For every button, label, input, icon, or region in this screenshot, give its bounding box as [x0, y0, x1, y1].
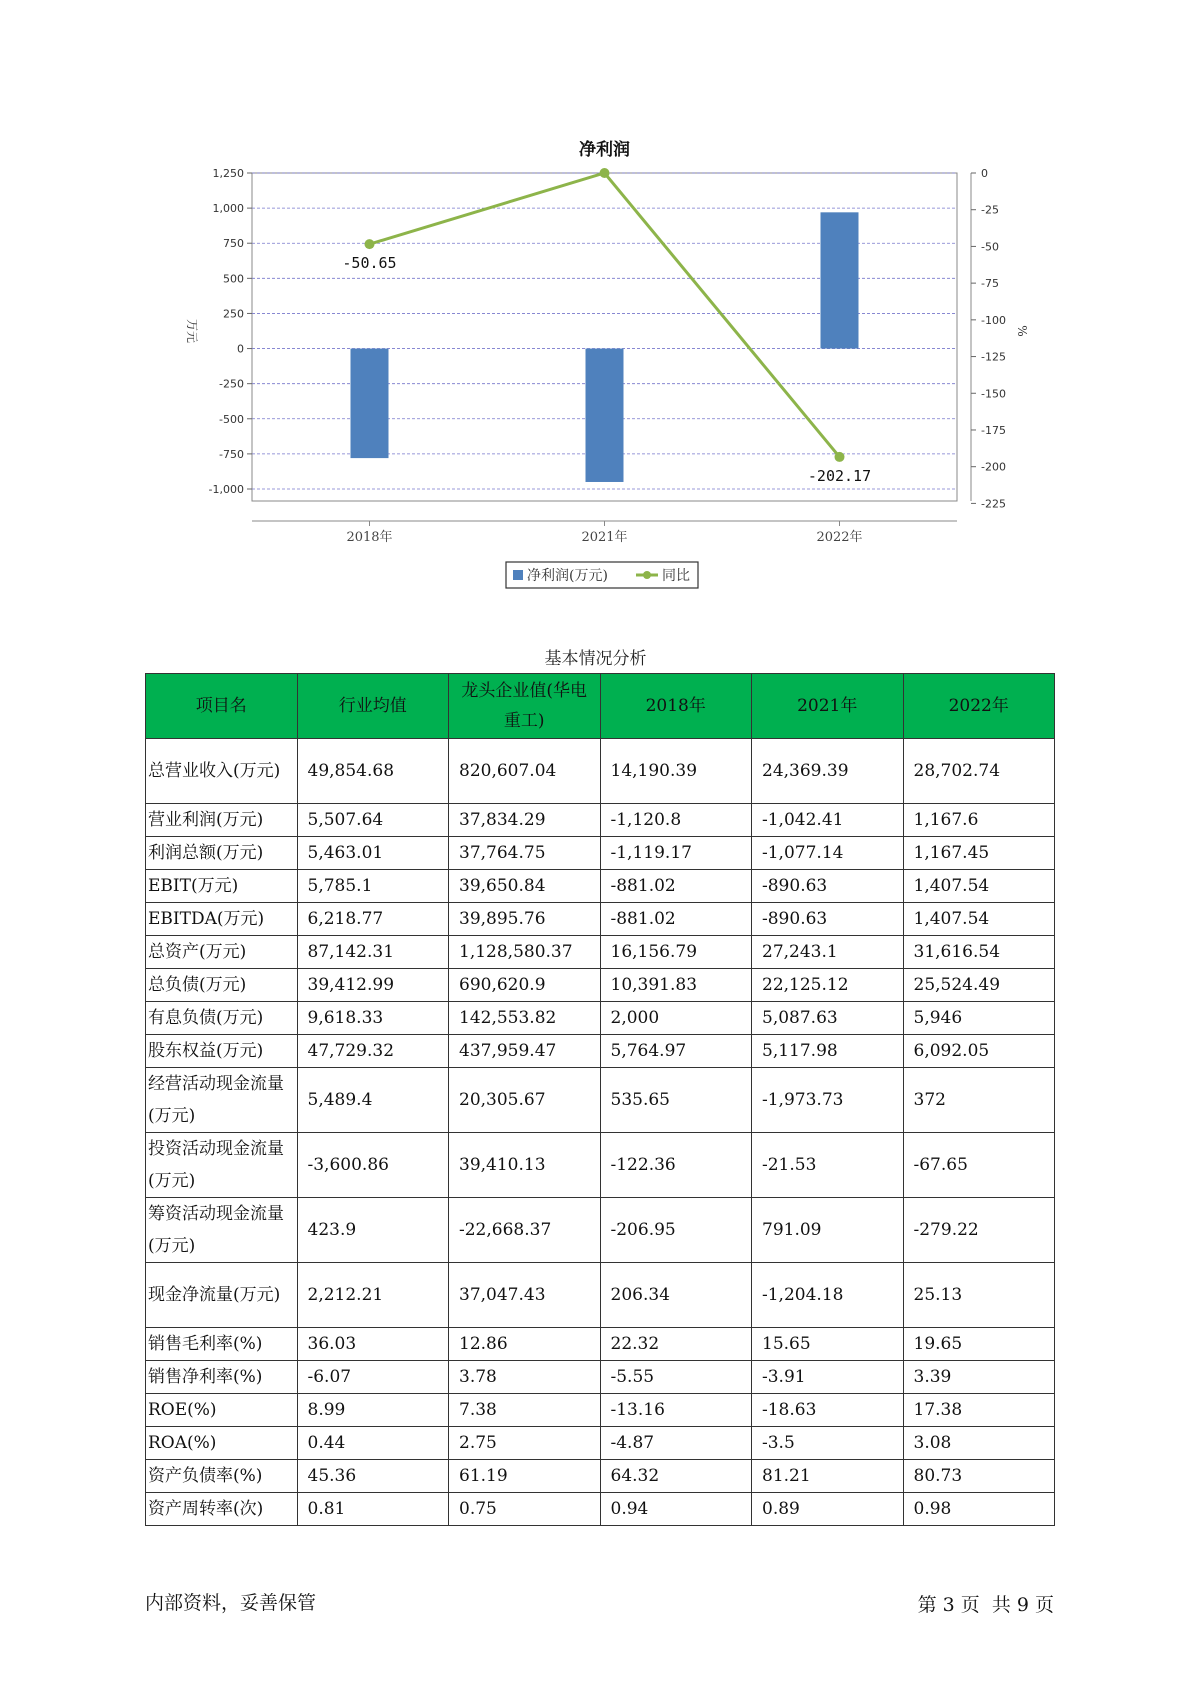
table-cell: 1,128,580.37: [449, 936, 601, 969]
table-cell: 2,000: [600, 1002, 752, 1035]
bar-net-profit: [821, 212, 859, 348]
table-cell: 372: [903, 1068, 1055, 1133]
table-cell: 12.86: [449, 1328, 601, 1361]
bar-net-profit: [351, 349, 389, 459]
table-row: [146, 1198, 1055, 1263]
y-tick-label: -750: [219, 447, 244, 461]
basic-analysis-table: [145, 673, 1055, 1526]
table-cell: 24,369.39: [752, 739, 904, 804]
table-cell: 1,407.54: [903, 903, 1055, 936]
table-row: [146, 1361, 1055, 1394]
row-label: 销售毛利率(%): [146, 1328, 298, 1361]
table-cell: -22,668.37: [449, 1198, 601, 1263]
y-tick-label: -1,000: [208, 483, 244, 496]
legend-line-label: 同比: [662, 568, 690, 584]
row-label: 总资产(万元): [146, 936, 298, 969]
table-cell: -18.63: [752, 1394, 904, 1427]
table-cell: 3.08: [903, 1427, 1055, 1460]
table-cell: 5,507.64: [297, 804, 449, 837]
data-label: -202.17: [807, 466, 872, 485]
table-cell: 9,618.33: [297, 1002, 449, 1035]
table-cell: -890.63: [752, 870, 904, 903]
table-row: [146, 1427, 1055, 1460]
row-label: 股东权益(万元): [146, 1035, 298, 1068]
table-cell: 25,524.49: [903, 969, 1055, 1002]
y2-tick-label: -225: [981, 497, 1006, 511]
table-cell: 28,702.74: [903, 739, 1055, 804]
table-cell: 820,607.04: [449, 739, 601, 804]
line-point-yoy: [600, 168, 610, 178]
table-cell: 142,553.82: [449, 1002, 601, 1035]
table-cell: -67.65: [903, 1133, 1055, 1198]
table-cell: 0.89: [752, 1493, 904, 1526]
table-cell: 87,142.31: [297, 936, 449, 969]
table-row: [146, 1002, 1055, 1035]
table-cell: 3.78: [449, 1361, 601, 1394]
table-cell: -881.02: [600, 870, 752, 903]
table-cell: 39,410.13: [449, 1133, 601, 1198]
x-tick-label: 2022年: [816, 530, 863, 545]
row-label: EBITDA(万元): [146, 903, 298, 936]
table-cell: -206.95: [600, 1198, 752, 1263]
table-cell: 1,167.45: [903, 837, 1055, 870]
table-cell: -1,120.8: [600, 804, 752, 837]
table-row: [146, 1328, 1055, 1361]
row-label: 资产负债率(%): [146, 1460, 298, 1493]
table-cell: 1,167.6: [903, 804, 1055, 837]
table-cell: 10,391.83: [600, 969, 752, 1002]
table-cell: 22.32: [600, 1328, 752, 1361]
legend-line-marker: [643, 571, 651, 579]
y-tick-label: 500: [223, 272, 244, 286]
table-cell: 61.19: [449, 1460, 601, 1493]
table-cell: 7.38: [449, 1394, 601, 1427]
y-tick-label: -250: [219, 377, 244, 391]
y2-tick-label: -25: [981, 203, 999, 217]
table-cell: 47,729.32: [297, 1035, 449, 1068]
net-profit-chart: [160, 135, 1040, 595]
table-cell: -890.63: [752, 903, 904, 936]
table-cell: 2,212.21: [297, 1263, 449, 1328]
y-tick-label: 750: [223, 237, 244, 251]
header-2021: 2021年: [752, 674, 904, 739]
y2-tick-label: 0: [981, 167, 988, 180]
table-cell: -279.22: [903, 1198, 1055, 1263]
table-cell: -5.55: [600, 1361, 752, 1394]
row-label: 经营活动现金流量(万元): [146, 1068, 298, 1133]
row-label: 投资活动现金流量(万元): [146, 1133, 298, 1198]
table-cell: 45.36: [297, 1460, 449, 1493]
table-cell: 49,854.68: [297, 739, 449, 804]
header-2022: 2022年: [903, 674, 1055, 739]
table-cell: -3.91: [752, 1361, 904, 1394]
table-cell: 8.99: [297, 1394, 449, 1427]
y-tick-label: 0: [237, 342, 244, 356]
y-tick-label: -500: [219, 412, 244, 426]
table-cell: 64.32: [600, 1460, 752, 1493]
table-cell: 27,243.1: [752, 936, 904, 969]
table-cell: 423.9: [297, 1198, 449, 1263]
y-tick-label: 1,250: [212, 167, 244, 180]
table-cell: 39,895.76: [449, 903, 601, 936]
table-row: [146, 1460, 1055, 1493]
row-label: 总营业收入(万元): [146, 739, 298, 804]
header-industry-avg: 行业均值: [297, 674, 449, 739]
x-tick-label: 2021年: [581, 530, 628, 545]
table-cell: 25.13: [903, 1263, 1055, 1328]
table-cell: 5,463.01: [297, 837, 449, 870]
table-cell: 690,620.9: [449, 969, 601, 1002]
table-cell: 39,650.84: [449, 870, 601, 903]
footer-page-number: 第 3 页 共 9 页: [917, 1594, 1054, 1616]
table-title: 基本情况分析: [544, 649, 647, 669]
row-label: 销售净利率(%): [146, 1361, 298, 1394]
table-row: [146, 1263, 1055, 1328]
row-label: 营业利润(万元): [146, 804, 298, 837]
table-cell: 39,412.99: [297, 969, 449, 1002]
table-cell: 0.81: [297, 1493, 449, 1526]
table-cell: -3.5: [752, 1427, 904, 1460]
table-cell: 0.44: [297, 1427, 449, 1460]
y-axis-label: 万元: [185, 318, 199, 344]
chart-svg: [160, 135, 1040, 595]
table-cell: 535.65: [600, 1068, 752, 1133]
y2-tick-label: -50: [981, 240, 999, 254]
table-cell: 19.65: [903, 1328, 1055, 1361]
table-cell: -13.16: [600, 1394, 752, 1427]
table-row: [146, 1068, 1055, 1133]
table-cell: 5,087.63: [752, 1002, 904, 1035]
table-cell: 15.65: [752, 1328, 904, 1361]
row-label: 总负债(万元): [146, 969, 298, 1002]
row-label: 有息负债(万元): [146, 1002, 298, 1035]
table-cell: 5,489.4: [297, 1068, 449, 1133]
table-cell: 36.03: [297, 1328, 449, 1361]
table-cell: 37,764.75: [449, 837, 601, 870]
table-cell: 37,834.29: [449, 804, 601, 837]
table-cell: 0.98: [903, 1493, 1055, 1526]
table-row: [146, 837, 1055, 870]
table-cell: 80.73: [903, 1460, 1055, 1493]
table-row: [146, 804, 1055, 837]
y2-tick-label: -125: [981, 350, 1006, 364]
row-label: ROA(%): [146, 1427, 298, 1460]
row-label: 资产周转率(次): [146, 1493, 298, 1526]
table-cell: 6,218.77: [297, 903, 449, 936]
y2-axis-label: %: [1015, 325, 1029, 337]
row-label: 筹资活动现金流量(万元): [146, 1198, 298, 1263]
table-cell: -1,119.17: [600, 837, 752, 870]
table-row: [146, 969, 1055, 1002]
legend-bar-label: 净利润(万元): [527, 568, 608, 584]
y-tick-label: 1,000: [212, 202, 244, 216]
row-label: EBIT(万元): [146, 870, 298, 903]
table-cell: 5,785.1: [297, 870, 449, 903]
row-label: 利润总额(万元): [146, 837, 298, 870]
table-cell: 1,407.54: [903, 870, 1055, 903]
table-cell: -1,973.73: [752, 1068, 904, 1133]
y2-tick-label: -75: [981, 277, 999, 291]
table-cell: -1,204.18: [752, 1263, 904, 1328]
table-cell: 31,616.54: [903, 936, 1055, 969]
table-cell: -1,077.14: [752, 837, 904, 870]
table-cell: 5,946: [903, 1002, 1055, 1035]
footer-confidential-note: 内部资料，妥善保管: [145, 1592, 317, 1614]
table-header-row: [146, 674, 1055, 739]
table-cell: 6,092.05: [903, 1035, 1055, 1068]
table-row: [146, 870, 1055, 903]
table-cell: 791.09: [752, 1198, 904, 1263]
table-cell: 0.94: [600, 1493, 752, 1526]
data-label: -50.65: [342, 254, 397, 273]
table-row: [146, 936, 1055, 969]
legend-bar-swatch: [513, 570, 523, 580]
table-row: [146, 1035, 1055, 1068]
row-label: ROE(%): [146, 1394, 298, 1427]
table-cell: -122.36: [600, 1133, 752, 1198]
table-cell: -4.87: [600, 1427, 752, 1460]
y-tick-label: 250: [223, 307, 244, 321]
table-cell: -21.53: [752, 1133, 904, 1198]
table-cell: 22,125.12: [752, 969, 904, 1002]
bar-net-profit: [586, 349, 624, 482]
table-cell: 5,117.98: [752, 1035, 904, 1068]
chart-title: 净利润: [579, 140, 630, 160]
table-row: [146, 739, 1055, 804]
y2-tick-label: -150: [981, 387, 1006, 401]
table-row: [146, 1133, 1055, 1198]
table-cell: 437,959.47: [449, 1035, 601, 1068]
table-cell: -6.07: [297, 1361, 449, 1394]
table-cell: 3.39: [903, 1361, 1055, 1394]
table-cell: 81.21: [752, 1460, 904, 1493]
table-cell: 17.38: [903, 1394, 1055, 1427]
y2-tick-label: -200: [981, 460, 1006, 474]
header-item-name: 项目名: [146, 674, 298, 739]
row-label: 现金净流量(万元): [146, 1263, 298, 1328]
table-row: [146, 1493, 1055, 1526]
table-cell: -3,600.86: [297, 1133, 449, 1198]
table-cell: -1,042.41: [752, 804, 904, 837]
header-2018: 2018年: [600, 674, 752, 739]
y2-tick-label: -175: [981, 423, 1006, 437]
table-cell: 5,764.97: [600, 1035, 752, 1068]
table-cell: 20,305.67: [449, 1068, 601, 1133]
y2-tick-label: -100: [981, 313, 1006, 327]
table-cell: 37,047.43: [449, 1263, 601, 1328]
table-cell: -881.02: [600, 903, 752, 936]
table-row: [146, 903, 1055, 936]
header-leader-value: 龙头企业值(华电重工): [449, 674, 601, 739]
table-cell: 206.34: [600, 1263, 752, 1328]
table-cell: 0.75: [449, 1493, 601, 1526]
table-row: [146, 1394, 1055, 1427]
x-tick-label: 2018年: [346, 530, 393, 545]
table-cell: 14,190.39: [600, 739, 752, 804]
line-point-yoy: [365, 239, 375, 249]
line-point-yoy: [835, 452, 845, 462]
table-cell: 2.75: [449, 1427, 601, 1460]
table-cell: 16,156.79: [600, 936, 752, 969]
